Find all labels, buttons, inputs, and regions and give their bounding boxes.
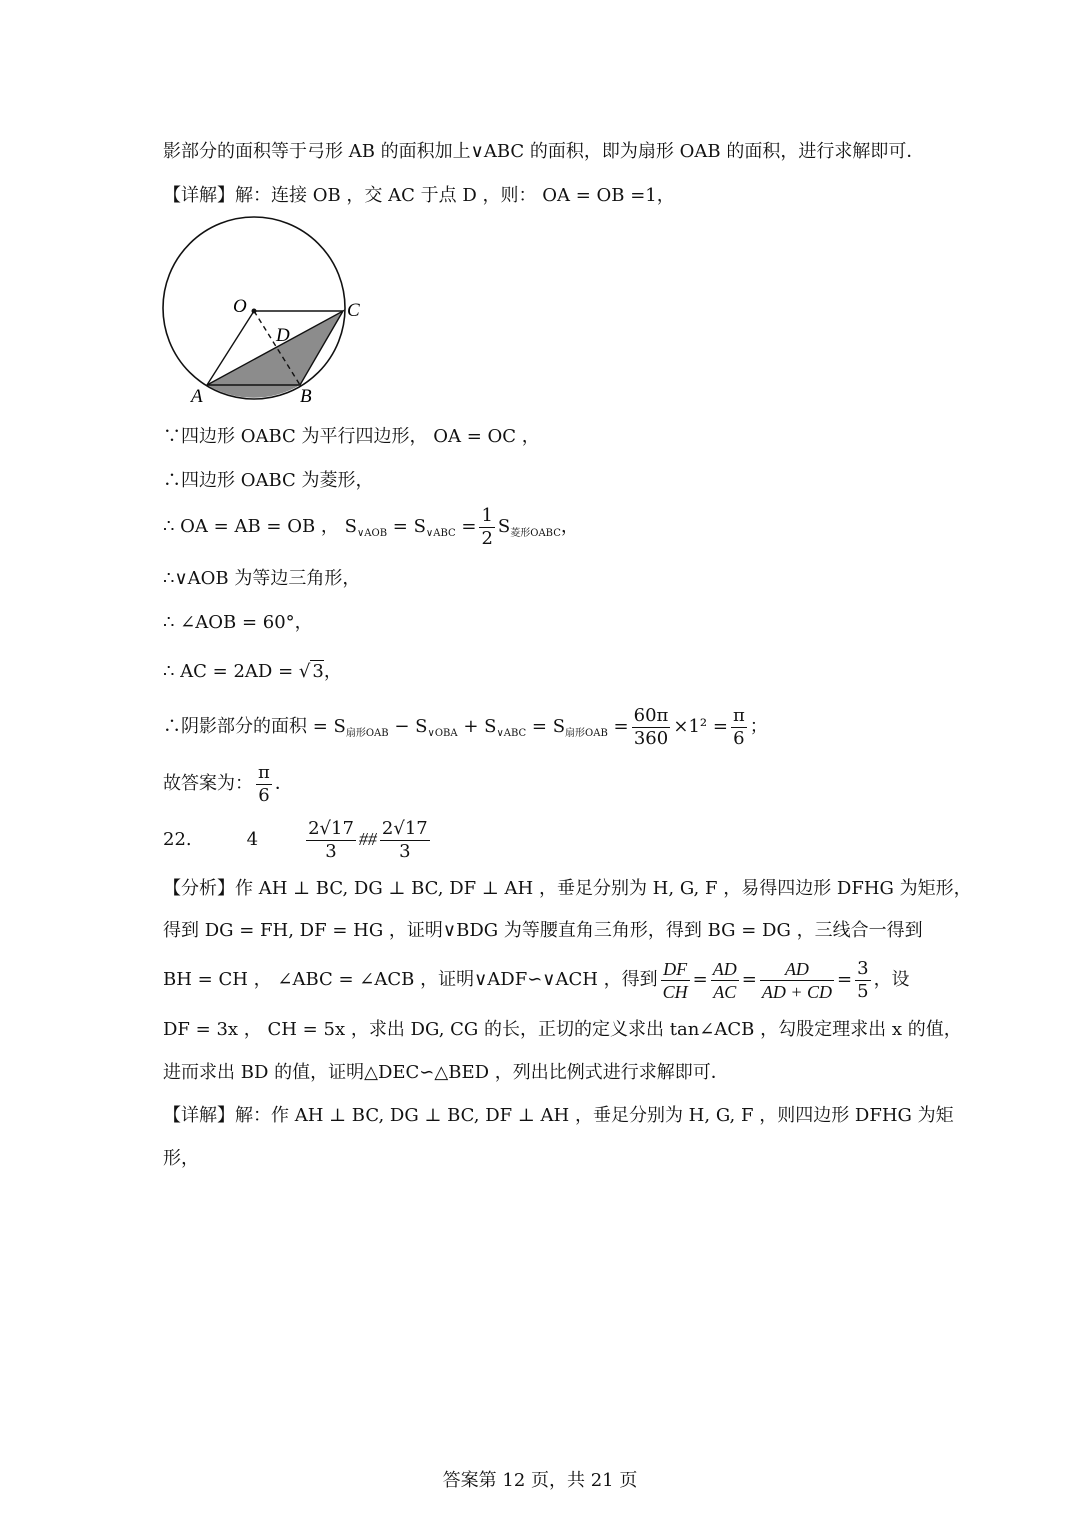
- label-o: O: [233, 296, 247, 317]
- label-d: D: [276, 325, 290, 346]
- text-line: 【详解】解：作 AH ⊥ BC, DG ⊥ BC, DF ⊥ AH ，垂足分别为 H, G, F ，则四边形 DFHG 为矩: [163, 1105, 954, 1126]
- fraction: $\frac{\pi}{6}$: [732, 704, 745, 749]
- text-line: 得到 DG = FH, DF = HG ，证明∨BDG 为等腰直角三角形，得到 BG = DG ，三线合一得到: [163, 920, 923, 941]
- text-line: 进而求出 BD 的值，证明△DEC∽△BED ，列出比例式进行求解即可．: [163, 1062, 729, 1083]
- fraction: $\frac{\pi}{6}$: [258, 761, 270, 806]
- text-line: ∴ ∠AOB = 60°，: [163, 612, 313, 633]
- fraction: $\frac{AD}{AD + CD}$: [761, 958, 833, 1002]
- text-line: ∴∨AOB 为等边三角形，: [163, 568, 361, 589]
- fraction: $\frac{1}{2}$: [481, 504, 493, 549]
- text-line-answer: 故答案为： $\frac{\pi}{6}$ ．: [163, 761, 293, 806]
- label-c: C: [347, 300, 360, 321]
- triangle-abc-shaded: [207, 311, 343, 385]
- fraction: $\frac{DF}{CH}$: [662, 958, 688, 1002]
- fraction: $\frac{2√17}{3}$: [308, 817, 354, 862]
- text-line: 影部分的面积等于弓形 AB 的面积加上∨ABC 的面积，即为扇形 OAB 的面积，进行求解即可．: [163, 141, 925, 162]
- point-o: [252, 309, 257, 314]
- text-line-shaded-area: ∴阴影部分的面积 = $S_{扇形OAB} - S_{\vee OBA} + S_{\vee ABC} = S_{扇形OAB}$ = $\frac{60\pi}{360}$ ×1² = $\frac{\pi}{6}$ ；: [163, 704, 768, 749]
- text-line: 【详解】解：连接 OB ，交 AC 于点 D ，则： OA = OB =1，: [163, 185, 675, 206]
- fraction: $\frac{3}{5}$: [857, 957, 869, 1002]
- geometry-figure: [150, 213, 380, 413]
- label-b: B: [300, 386, 312, 407]
- segment-ab-shaded: [207, 385, 300, 398]
- text-line-ac: ∴ AC = 2AD = √ 3，: [163, 661, 342, 682]
- label-a: A: [191, 386, 203, 407]
- page-footer: 答案第 12 页，共 21 页: [442, 1470, 638, 1491]
- text-line: DF = 3x ， CH = 5x ，求出 DG, CG 的长，正切的定义求出 tan∠ACB ，勾股定理求出 x 的值，: [163, 1019, 962, 1040]
- question-22-answer: 22. 4 $\frac{2√17}{3}$ ## $\frac{2√17}{3}$: [163, 817, 428, 862]
- text-line: ∴四边形 OABC 为菱形，: [163, 470, 374, 491]
- text-line-rhombus-area: ∴ OA = AB = OB ， $S_{\vee AOB} = S_{\vee ABC}$ = $\frac{1}{2}$ $S_{菱形OABC}$，: [163, 504, 579, 549]
- text-line: 【分析】作 AH ⊥ BC, DG ⊥ BC, DF ⊥ AH ，垂足分别为 H, G, F ，易得四边形 DFHG 为矩形，: [163, 878, 972, 899]
- fraction: $\frac{AD}{AC}$: [712, 958, 737, 1002]
- text-line: ∵四边形 OABC 为平行四边形， OA = OC ，: [163, 426, 540, 447]
- text-line-proportion: BH = CH ， ∠ABC = ∠ACB ，证明∨ADF∽∨ACH ，得到 $\frac{DF}{CH}$ = $\frac{AD}{AC}$ = $\frac{AD}{AD + CD}$ = $\frac{3}{5}$ ，设: [163, 957, 910, 1002]
- text-line: 形，: [163, 1148, 199, 1169]
- fraction: $\frac{2√17}{3}$: [381, 817, 428, 862]
- fraction: $\frac{60\pi}{360}$: [633, 704, 669, 749]
